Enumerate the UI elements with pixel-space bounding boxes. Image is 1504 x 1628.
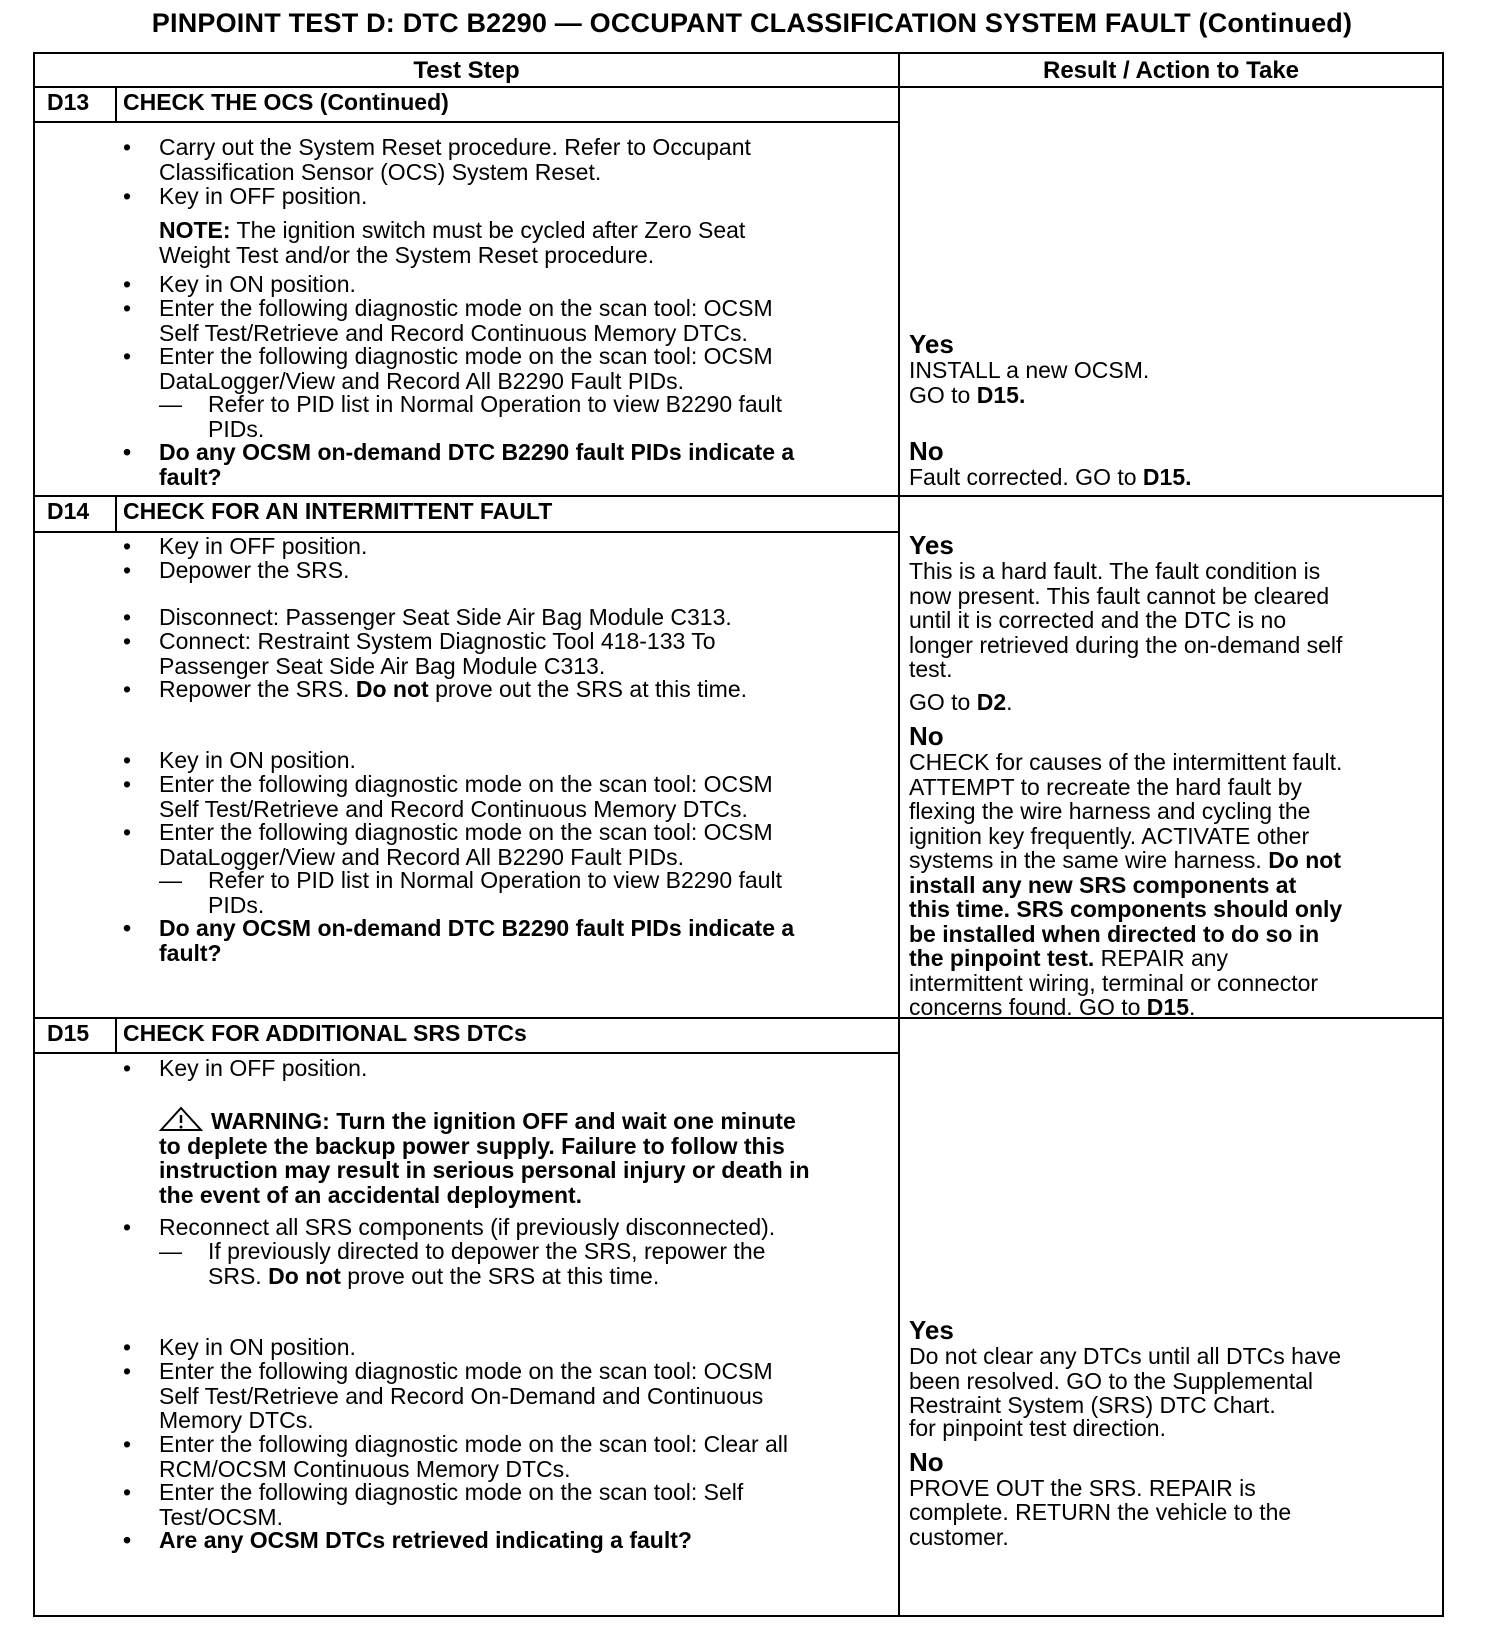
bullet-icon: • (122, 343, 132, 369)
bullet-icon: • (122, 1479, 132, 1505)
d14-step-id: D14 (47, 498, 90, 524)
bullet-icon: • (122, 557, 132, 583)
bullet-icon: • (122, 183, 132, 209)
d15-instructions (120, 1056, 910, 1552)
header-test-step: Test Step (413, 57, 520, 84)
d14-b1: Key in OFF position. (159, 533, 368, 559)
list-item (120, 772, 890, 820)
d13-no-1 (909, 465, 1399, 490)
d14-s1a: Refer to PID list in Normal Operation to view B2290 fault (208, 867, 782, 893)
d14-no-5 (909, 848, 1399, 873)
d14-no-2: ATTEMPT to recreate the hard fault by (909, 773, 1302, 800)
d15-s1d: prove out the SRS at this time. (340, 1262, 660, 1289)
list-item (120, 916, 890, 964)
d13-b4b: Self Test/Retrieve and Record Continuous Memory DTCs. (159, 319, 748, 346)
d15-yes-2: been resolved. GO to the Supplemental (909, 1367, 1314, 1394)
d14-yes-2: now present. This fault cannot be cleared (909, 582, 1330, 609)
d14-b5c: prove out the SRS at this time. (428, 676, 748, 702)
d15-b5b: RCM/OCSM Continuous Memory DTCs. (159, 1455, 571, 1482)
d14-no-8: be installed when directed to do so in (909, 920, 1320, 947)
d14-no-10: intermittent wiring, terminal or connector (909, 969, 1319, 996)
d15-warn-b: to deplete the backup power supply. Failure to follow this (159, 1132, 785, 1159)
d13-step-title: CHECK THE OCS (Continued) (123, 89, 449, 115)
d15-no-3: customer. (909, 1523, 1009, 1550)
list-item (120, 1335, 910, 1359)
d15-yes-1: Do not clear any DTCs until all DTCs have (909, 1343, 1342, 1369)
d14-b3: Disconnect: Passenger Seat Side Air Bag Module C313. (159, 604, 732, 630)
list-item (120, 1480, 910, 1528)
bullet-icon: • (122, 1431, 132, 1457)
list-item (120, 1528, 910, 1552)
d15-b2: Reconnect all SRS components (if previously disconnected). (159, 1214, 776, 1240)
d15-b4b: Self Test/Retrieve and Record On-Demand and Continuous (159, 1382, 764, 1409)
d14-no-9a: the pinpoint test. (909, 945, 1095, 971)
d14-no-1: CHECK for causes of the intermittent fault. (909, 749, 1343, 775)
d13-no-label: No (909, 436, 944, 466)
d15-no-1: PROVE OUT the SRS. REPAIR is (909, 1474, 1256, 1501)
bullet-icon: • (122, 819, 132, 845)
d14-yes-go (909, 690, 1399, 715)
d14-no-9b: REPAIR any (1094, 945, 1229, 971)
d14-no-11 (909, 995, 1399, 1020)
d13-instructions (120, 135, 890, 488)
d13-note-a: The ignition switch must be cycled after Zero Seat (230, 217, 746, 243)
d14-no-4: ignition key frequently. ACTIVATE other (909, 822, 1310, 849)
d15-b4a: Enter the following diagnostic mode on the scan tool: OCSM (159, 1358, 773, 1384)
list-item (120, 558, 890, 605)
d15-s1a: If previously directed to depower the SRS, repower the (208, 1238, 766, 1264)
d13-yes-link[interactable]: D15. (976, 381, 1026, 408)
bullet-icon: • (122, 1527, 132, 1553)
list-item (120, 1239, 910, 1335)
bullet-icon: • (122, 439, 132, 465)
d13-note-b: Weight Test and/or the System Reset procedure. (159, 241, 655, 268)
list-item (120, 1359, 910, 1432)
warning-icon (159, 1106, 203, 1132)
d15-yes-label: Yes (909, 1315, 954, 1345)
list-item (120, 344, 890, 392)
d14-no-label: No (909, 721, 944, 751)
d13-s1b: PIDs. (208, 415, 265, 442)
d15-b3: Key in ON position. (159, 1334, 356, 1360)
d14-b5a: Repower the SRS. (159, 676, 356, 702)
list-item (120, 605, 890, 629)
d14-id-divider (115, 497, 117, 531)
d15-step-id: D15 (47, 1020, 90, 1046)
d15-step-title: CHECK FOR ADDITIONAL SRS DTCs (123, 1020, 527, 1046)
bullet-icon: • (122, 1214, 132, 1240)
d15-result (909, 1316, 1399, 1549)
d14-instructions (120, 534, 890, 964)
d15-warn-a: WARNING: Turn the ignition OFF and wait one minute (211, 1108, 796, 1134)
d14-yes-label: Yes (909, 530, 954, 560)
d14-no-5b: Do not (1268, 847, 1341, 873)
d14-question-a: Do any OCSM on-demand DTC B2290 fault PIDs indicate a (159, 915, 795, 941)
d13-b4a: Enter the following diagnostic mode on the scan tool: OCSM (159, 295, 773, 321)
d15-yes-3: Restraint System (SRS) DTC Chart. (909, 1392, 1276, 1418)
d14-no-6: install any new SRS components at (909, 871, 1297, 898)
d15-yes-4: for pinpoint test direction. (909, 1414, 1166, 1441)
d14-result (909, 531, 1399, 1020)
list-item (120, 1215, 910, 1239)
d15-question: Are any OCSM DTCs retrieved indicating a fault? (159, 1527, 692, 1553)
bullet-icon: • (122, 271, 132, 297)
bullet-icon: • (122, 628, 132, 654)
d14-no-link[interactable]: D15 (1146, 994, 1189, 1020)
dash-icon: — (159, 391, 182, 417)
list-item (120, 296, 890, 344)
d14-yes-link[interactable]: D2 (976, 688, 1007, 715)
list-item (120, 534, 890, 558)
d14-b6: Key in ON position. (159, 747, 356, 773)
d14-yes-go-end: . (1006, 688, 1013, 715)
d15-no-2: complete. RETURN the vehicle to the (909, 1499, 1292, 1525)
bullet-icon: • (122, 1055, 132, 1081)
d15-warn-c: instruction may result in serious personal injury or death in (159, 1157, 810, 1183)
d13-note (159, 218, 890, 272)
d13-b5a: Enter the following diagnostic mode on the scan tool: OCSM (159, 343, 773, 369)
d13-result (909, 330, 1399, 490)
d14-b7b: Self Test/Retrieve and Record Continuous Memory DTCs. (159, 795, 748, 822)
d15-warn-d: the event of an accidental deployment. (159, 1181, 583, 1208)
d14-no-3: flexing the wire harness and cycling the (909, 798, 1311, 824)
list-item (120, 392, 890, 440)
d13-b3: Key in ON position. (159, 271, 356, 297)
list-item (120, 440, 890, 488)
header-divider (35, 86, 1442, 88)
header-result: Result / Action to Take (1042, 57, 1300, 84)
d14-b8a: Enter the following diagnostic mode on the scan tool: OCSM (159, 819, 773, 845)
bullet-icon: • (122, 747, 132, 773)
d13-s1a: Refer to PID list in Normal Operation to view B2290 fault (208, 391, 782, 417)
d13-end-divider (35, 495, 1442, 497)
d13-yes-1: INSTALL a new OCSM. (909, 357, 1150, 383)
d14-no-9 (909, 946, 1399, 971)
d13-step-id: D13 (47, 89, 90, 115)
d14-no-7: this time. SRS components should only (909, 896, 1343, 922)
d14-no-5a: systems in the same wire harness. (909, 847, 1269, 873)
list-item (120, 748, 890, 772)
list-item (120, 1432, 910, 1480)
dash-icon: — (159, 867, 182, 893)
d14-s1b: PIDs. (208, 891, 265, 918)
d14-b4b: Passenger Seat Side Air Bag Module C313. (159, 652, 606, 679)
d13-question-a: Do any OCSM on-demand DTC B2290 fault PIDs indicate a (159, 439, 795, 465)
d14-b2: Depower the SRS. (159, 557, 350, 583)
d13-b2: Key in OFF position. (159, 183, 368, 209)
d14-yes-1: This is a hard fault. The fault condition is (909, 558, 1321, 584)
d13-yes-2a: GO to (909, 381, 977, 408)
d15-b4c: Memory DTCs. (159, 1407, 314, 1433)
d13-b1: Carry out the System Reset procedure. Refer to Occupant (159, 134, 751, 160)
d15-no-label: No (909, 1446, 944, 1477)
d15-s1b: SRS. (208, 1262, 269, 1289)
bullet-icon: • (122, 771, 132, 797)
bullet-icon: • (122, 134, 132, 160)
d13-no-link[interactable]: D15. (1142, 464, 1192, 490)
d14-yes-4: longer retrieved during the on-demand self (909, 631, 1343, 658)
d15-id-divider (115, 1019, 117, 1053)
d13-b1b: Classification Sensor (OCS) System Reset. (159, 158, 602, 185)
list-item (120, 135, 890, 184)
d13-b5b: DataLogger/View and Record All B2290 Fault PIDs. (159, 367, 685, 394)
d14-yes-go-text: GO to (909, 688, 977, 715)
list-item (120, 184, 890, 218)
d14-yes-5: test. (909, 656, 953, 682)
d15-b1: Key in OFF position. (159, 1055, 368, 1081)
list-item (120, 677, 890, 748)
bullet-icon: • (122, 1334, 132, 1360)
bullet-icon: • (122, 1358, 132, 1384)
d14-b7a: Enter the following diagnostic mode on the scan tool: OCSM (159, 771, 773, 797)
list-item (120, 820, 890, 868)
d14-b4a: Connect: Restraint System Diagnostic Tool 418-133 To (159, 628, 716, 654)
d15-b6a: Enter the following diagnostic mode on the scan tool: Self (159, 1479, 744, 1505)
bullet-icon: • (122, 604, 132, 630)
d15-s1c: Do not (268, 1262, 341, 1289)
d14-b5b: Do not (355, 676, 429, 702)
list-item (120, 272, 890, 296)
d13-yes-2 (909, 383, 1399, 408)
d14-yes-3: until it is corrected and the DTC is no (909, 607, 1287, 633)
bullet-icon: • (122, 676, 132, 702)
list-item (120, 1056, 910, 1106)
list-item (120, 868, 890, 916)
d14-question-b: fault? (159, 939, 222, 966)
d13-id-divider (115, 88, 117, 122)
bullet-icon: • (122, 533, 132, 559)
d14-b8b: DataLogger/View and Record All B2290 Fault PIDs. (159, 843, 685, 870)
d13-note-label: NOTE: (159, 217, 231, 243)
d15-warning (159, 1106, 910, 1215)
d15-b5a: Enter the following diagnostic mode on the scan tool: Clear all (159, 1431, 789, 1457)
d13-title-divider (35, 121, 900, 123)
d13-no-1a: Fault corrected. GO to (909, 464, 1143, 490)
d13-question-b: fault? (159, 463, 222, 490)
d14-no-11a: concerns found. GO to (909, 994, 1147, 1020)
dash-icon: — (159, 1238, 182, 1264)
d13-yes-label: Yes (909, 329, 954, 359)
list-item (120, 629, 890, 677)
d15-b6b: Test/OCSM. (159, 1503, 283, 1530)
d14-no-11c: . (1189, 994, 1196, 1020)
bullet-icon: • (122, 915, 132, 941)
page-title: PINPOINT TEST D: DTC B2290 — OCCUPANT CLASSIFICATION SYSTEM FAULT (Continued) (151, 8, 1353, 38)
bullet-icon: • (122, 295, 132, 321)
d14-step-title: CHECK FOR AN INTERMITTENT FAULT (123, 498, 553, 524)
d15-title-divider (35, 1052, 900, 1054)
